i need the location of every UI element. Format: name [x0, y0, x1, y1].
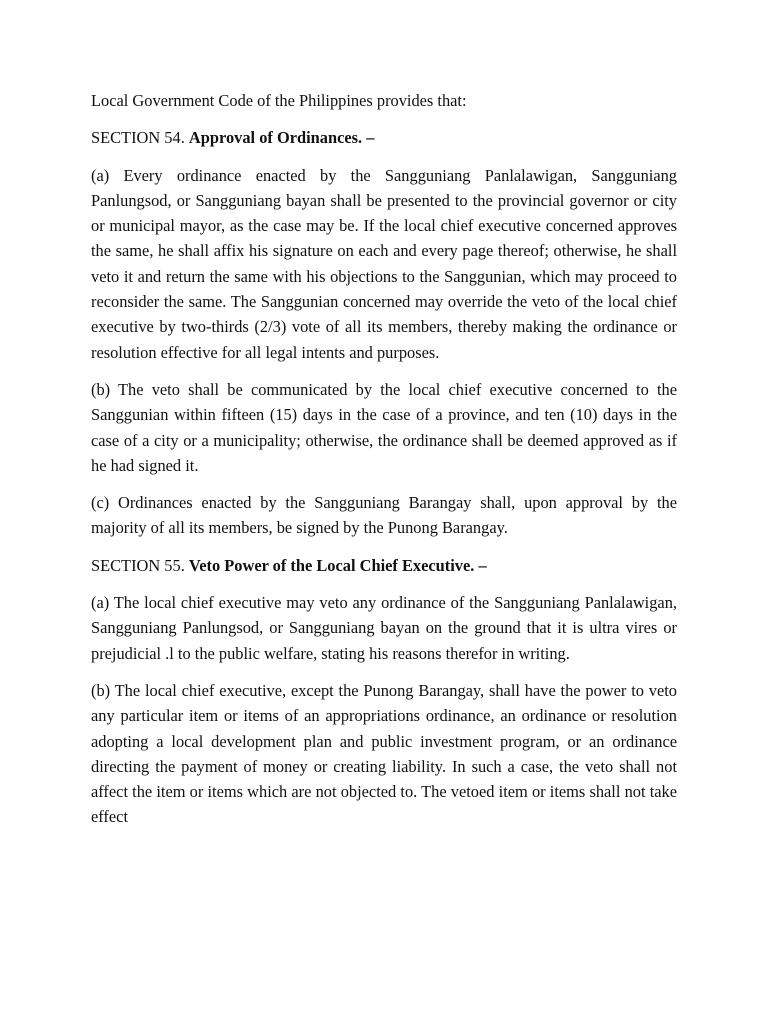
document-page [91, 88, 677, 842]
section-55-heading [91, 553, 677, 578]
section-54-paragraph-c: (c) Ordinances enacted by the Sangguniang Barangay shall, upon approval by the majority of all its members, be signed by the Punong Barangay. [91, 493, 677, 538]
section-54-paragraph-b: (b) The veto shall be communicated by the local chief executive concerned to the Sanggunian within fifteen (15) days in the case of a province, and ten (10) days in the case of a city or a municipality; otherwise, the ordinance shall be deemed approved as if he had signed it. [91, 379, 677, 475]
section-54-paragraph-a: (a) Every ordinance enacted by the Sangguniang Panlalawigan, Sangguniang Panlungsod, or Sangguniang bayan shall be presented to the provincial governor or city or municipal mayor, as the case may be. If the local chief executive concerned approves the same, he shall affix his signature on each and every page thereof; otherwise, he shall veto it and return the same with his objections to the Sanggunian, which may proceed to reconsider the same. The Sanggunian concerned may override the veto of the local chief executive by two-thirds (2/3) vote of all its members, thereby making the ordinance or resolution effective for all legal intents and purposes. [91, 165, 677, 362]
section-55-paragraph-a: (a) The local chief executive may veto any ordinance of the Sangguniang Panlalawigan, Sangguniang Panlungsod, or Sangguniang bayan on the ground that it is ultra vires or prejudicial .l to the public welfare, stating his reasons therefor in writing. [91, 593, 677, 663]
section-54-number: SECTION 54 [91, 128, 181, 148]
section-55-dash: . – [470, 555, 487, 575]
section-55-title: Veto Power of the Local Chief Executive [188, 555, 471, 575]
section-55-paragraph-b: (b) The local chief executive, except the Punong Barangay, shall have the power to veto any particular item or items of an appropriations ordinance, an ordinance or resolution adopting a local development plan and public investment program, or an ordinance directing the payment of money or creating liability. In such a case, the veto shall not affect the item or items which are not objected to. The vetoed item or items shall not take effect [91, 680, 677, 827]
section-55-dot: . [180, 555, 185, 575]
section-54-heading [91, 125, 677, 150]
section-54-dot: . [180, 128, 185, 148]
intro-line: Local Government Code of the Philippines provides that: [91, 91, 467, 110]
section-55-number: SECTION 55 [91, 555, 181, 575]
section-54-title: Approval of Ordinances [188, 128, 359, 148]
section-54-dash: . – [358, 128, 375, 148]
